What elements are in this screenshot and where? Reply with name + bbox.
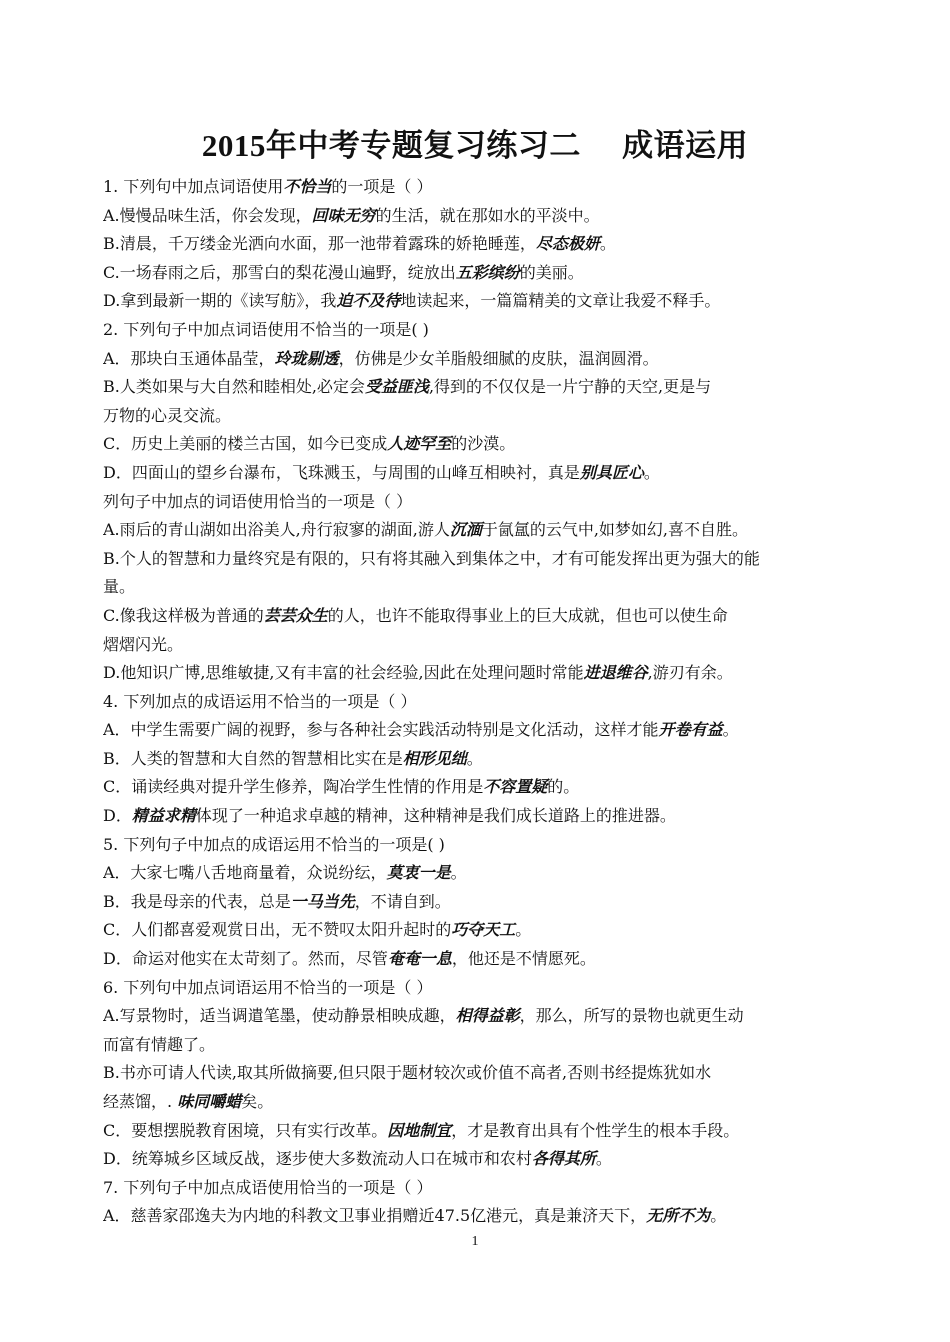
line-text: B.个人的智慧和力量终究是有限的，只有将其融入到集体之中，才有可能发挥出更为强大的能 <box>103 548 760 568</box>
dotted-idiom: 受益匪浅 <box>364 377 429 397</box>
text-line <box>103 430 863 459</box>
dotted-idiom: 玲珑剔透 <box>274 348 339 368</box>
text-line <box>103 974 863 1003</box>
text-line <box>103 1145 863 1174</box>
dotted-idiom: 人迹罕至 <box>387 434 452 454</box>
dotted-idiom: 各得其所 <box>531 1149 596 1169</box>
text-line <box>103 888 863 917</box>
line-text: C.一场春雨之后，那雪白的梨花漫山遍野，绽放出 <box>103 262 456 282</box>
line-text: B.清晨，千万缕金光洒向水面，那一池带着露珠的娇艳睡莲， <box>103 234 536 254</box>
line-text: 的生活，就在那如水的平淡中。 <box>375 205 600 225</box>
dotted-idiom: 味同嚼蜡 <box>177 1092 242 1111</box>
dotted-idiom: 奄奄一息 <box>387 949 452 969</box>
line-text: 于氤氲的云气中,如梦如幻,喜不自胜。 <box>481 520 749 540</box>
line-text: B．我是母亲的代表，总是 <box>103 891 291 911</box>
line-text: 体现了一种追求卓越的精神，这种精神是我们成长道路上的推进器。 <box>195 806 676 826</box>
line-text: A．慈善家邵逸夫为内地的科教文卫事业捐赠近47.5亿港元，真是兼济天下， <box>103 1206 647 1226</box>
line-text: 。 <box>643 462 660 482</box>
text-line <box>103 402 863 431</box>
line-text: 。 <box>466 748 483 768</box>
text-line <box>103 287 863 316</box>
text-line <box>103 716 863 745</box>
dotted-idiom: 不恰当 <box>283 177 332 196</box>
line-text: ，那么，所写的景物也就更生动 <box>519 1006 744 1026</box>
line-text: C.像我这样极为普通的 <box>103 605 264 625</box>
text-line <box>103 1174 863 1203</box>
dotted-idiom: 一马当先 <box>290 891 355 911</box>
line-text: 列句子中加点的词语使用恰当的一项是（ ） <box>103 491 413 511</box>
text-line <box>103 1002 863 1031</box>
text-line <box>103 859 863 888</box>
text-line <box>103 230 863 259</box>
line-text: 的沙漠。 <box>451 434 516 454</box>
line-text: ，他还是不情愿死。 <box>451 949 596 969</box>
text-line <box>103 259 863 288</box>
text-line <box>103 202 863 231</box>
line-text: 5. 下列句子中加点的成语运用不恰当的一项是( ) <box>103 834 445 854</box>
line-text: C．要想摆脱教育困境，只有实行改革。 <box>103 1120 388 1140</box>
text-line <box>103 545 863 574</box>
line-text: 的。 <box>547 777 580 797</box>
text-line <box>103 516 863 545</box>
line-text: 的人，也许不能取得事业上的巨大成就，但也可以使生命 <box>327 605 728 625</box>
line-text: 。 <box>722 720 739 740</box>
text-line <box>103 945 863 974</box>
text-line <box>103 773 863 802</box>
dotted-idiom: 进退维谷 <box>583 663 648 683</box>
line-text: 地读起来，一篇篇精美的文章让我爱不释手。 <box>400 291 721 311</box>
line-text: 。 <box>710 1206 727 1226</box>
line-text: 量。 <box>103 577 136 597</box>
line-text: 2. 下列句子中加点词语使用不恰当的一项是( ) <box>103 319 429 339</box>
line-text: ，仿佛是少女羊脂般细腻的皮肤，温润圆滑。 <box>338 348 659 368</box>
line-text: 万物的心灵交流。 <box>103 405 232 425</box>
line-text: 7. 下列句子中加点成语使用恰当的一项是（ ） <box>103 1177 433 1197</box>
dotted-idiom: 相形见绌 <box>402 748 467 768</box>
line-text: A.写景物时，适当调遣笔墨，使动静景相映成趣， <box>103 1006 456 1026</box>
line-text: D．命运对他实在太苛刻了。然而，尽管 <box>103 949 388 969</box>
text-line <box>103 1031 863 1060</box>
line-text: B.人类如果与大自然和睦相处,必定会 <box>103 377 365 397</box>
line-text: 而富有情趣了。 <box>103 1034 216 1054</box>
line-text: 。 <box>595 1149 612 1169</box>
text-line <box>103 631 863 660</box>
text-line <box>103 488 863 517</box>
text-line <box>103 745 863 774</box>
text-line <box>103 688 863 717</box>
line-text: D．四面山的望乡台瀑布，飞珠溅玉，与周围的山峰互相映衬，真是 <box>103 462 580 482</box>
text-line <box>103 831 863 860</box>
line-text: 的一项是（ ） <box>331 177 433 196</box>
exercise-body <box>103 173 863 1231</box>
dotted-idiom: 因地制宜 <box>387 1120 452 1140</box>
line-text: A.雨后的青山湖如出浴美人,舟行寂寥的湖面,游人 <box>103 520 450 540</box>
text-line <box>103 1117 863 1146</box>
dotted-idiom: 莫衷一是 <box>386 863 451 883</box>
dotted-idiom: 尽态极妍 <box>535 234 600 254</box>
line-text: 的美丽。 <box>519 262 584 282</box>
line-text: C．历史上美丽的楼兰古国，如今已变成 <box>103 434 388 454</box>
text-line <box>103 1059 863 1088</box>
text-line <box>103 373 863 402</box>
line-text: 。 <box>599 234 616 254</box>
dotted-idiom: 回味无穷 <box>311 205 376 225</box>
line-text: D．统筹城乡区域反战，逐步使大多数流动人口在城市和农村 <box>103 1149 532 1169</box>
text-line <box>103 573 863 602</box>
line-text: D． <box>103 806 132 826</box>
text-line <box>103 316 863 345</box>
line-text: 。 <box>450 863 467 883</box>
line-text: A．那块白玉通体晶莹， <box>103 348 275 368</box>
dotted-idiom: 巧夺天工 <box>451 920 516 940</box>
line-text: 6. 下列句中加点词语运用不恰当的一项是（ ） <box>103 977 433 997</box>
dotted-idiom: 芸芸众生 <box>263 605 328 625</box>
line-text: B．人类的智慧和大自然的智慧相比实在是 <box>103 748 403 768</box>
dotted-idiom: 无所不为 <box>646 1206 711 1226</box>
text-line <box>103 659 863 688</box>
dotted-idiom: 开卷有益 <box>658 720 723 740</box>
line-text: 1. 下列句中加点词语使用 <box>103 177 284 196</box>
dotted-idiom: 迫不及待 <box>336 291 401 311</box>
line-text: A．大家七嘴八舌地商量着，众说纷纭， <box>103 863 387 883</box>
line-text: ，不请自到。 <box>354 891 451 911</box>
text-line <box>103 459 863 488</box>
dotted-idiom: 别具匠心 <box>579 462 644 482</box>
line-text: ，才是教育出具有个性学生的根本手段。 <box>451 1120 740 1140</box>
line-text: 经蒸馏，. <box>103 1092 178 1111</box>
line-text: A．中学生需要广阔的视野，参与各种社会实践活动特别是文化活动，这样才能 <box>103 720 659 740</box>
line-text: A.慢慢品味生活，你会发现， <box>103 205 312 225</box>
text-line <box>103 1088 863 1117</box>
page-title: 2015年中考专题复习练习二 成语运用 <box>201 128 749 163</box>
text-line <box>103 602 863 631</box>
dotted-idiom: 五彩缤纷 <box>455 262 520 282</box>
dotted-idiom: 沉湎 <box>449 520 482 540</box>
line-text: C．人们都喜爱观赏日出，无不赞叹太阳升起时的 <box>103 920 452 940</box>
text-line <box>103 916 863 945</box>
line-text: B.书亦可请人代读,取其所做摘要,但只限于题材较次或价值不高者,否则书经提炼犹如水 <box>103 1063 712 1083</box>
line-text: 熠熠闪光。 <box>103 634 184 654</box>
line-text: 。 <box>515 920 532 940</box>
text-line <box>103 1202 863 1231</box>
line-text: C．诵读经典对提升学生修养，陶冶学生性情的作用是 <box>103 777 484 797</box>
dotted-idiom: 相得益彰 <box>455 1006 520 1026</box>
line-text: 4. 下列加点的成语运用不恰当的一项是（ ） <box>103 691 417 711</box>
line-text: D.他知识广博,思维敏捷,又有丰富的社会经验,因此在处理问题时常能 <box>103 663 584 683</box>
dotted-idiom: 不容置疑 <box>483 777 548 797</box>
page-number: 1 <box>471 1234 479 1249</box>
text-line <box>103 802 863 831</box>
line-text: D.拿到最新一期的《读写舫》，我 <box>103 291 337 311</box>
dotted-idiom: 精益求精 <box>131 806 196 826</box>
line-text: ,游刃有余。 <box>647 663 733 683</box>
text-line <box>103 345 863 374</box>
line-text: 矣。 <box>241 1092 274 1111</box>
line-text: ,得到的不仅仅是一片宁静的天空,更是与 <box>428 377 712 397</box>
text-line <box>103 173 863 202</box>
